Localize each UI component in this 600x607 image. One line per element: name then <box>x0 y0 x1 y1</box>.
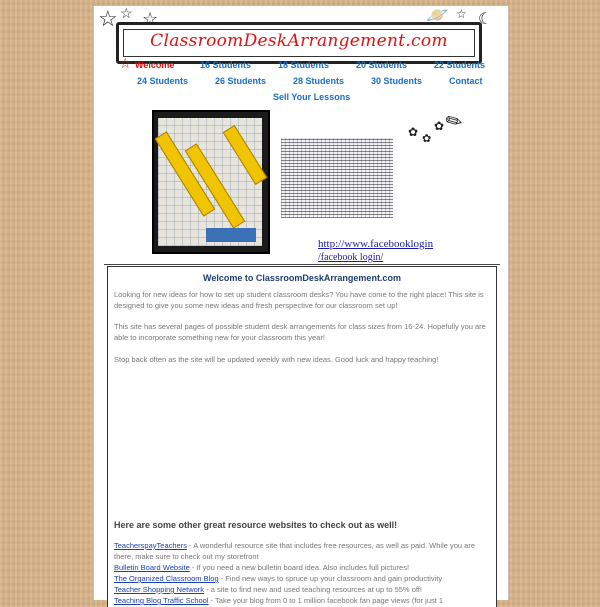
nav-sell-your-lessons[interactable]: Sell Your Lessons <box>273 92 351 102</box>
resource-item <box>114 540 494 562</box>
site-logo[interactable]: ClassroomDeskArrangement.com <box>150 31 448 51</box>
nav-18-students[interactable]: 18 Students <box>278 60 330 70</box>
header-banner <box>116 22 482 64</box>
closing-paragraph: Stop back often as the site will be updated weekly with new ideas. Good luck and happy teaching! <box>114 355 439 364</box>
resource-link-teacherspayteachers[interactable]: TeacherspayTeachers <box>114 541 187 550</box>
nav-28-students[interactable]: 28 Students <box>293 76 345 86</box>
resources-heading: Here are some other great resource websites to check out as well! <box>114 520 398 530</box>
nav-22-students[interactable]: 22 Students <box>434 60 486 70</box>
nav-24-students[interactable]: 24 Students <box>137 76 189 86</box>
desk-arrangement-photo <box>152 110 270 254</box>
facebook-graphic <box>281 138 393 218</box>
resource-item <box>114 595 494 606</box>
facebook-link-continuation[interactable]: /facebook login/ <box>318 252 384 263</box>
resource-description: - Take your blog from 0 to 1 million facebook fan page views (for just 1 <box>208 596 444 605</box>
main-content <box>107 266 497 607</box>
nav-26-students[interactable]: 26 Students <box>215 76 267 86</box>
facebook-link[interactable]: http://www.facebooklogin <box>318 238 434 250</box>
resource-link-teacher-shopping[interactable]: Teacher Shopping Network <box>114 585 205 594</box>
flower-icon: ✿ <box>434 119 445 133</box>
flower-icon: ✿ <box>408 125 419 139</box>
moon-icon: ☾ <box>478 11 493 28</box>
star-icon: ☆ <box>98 6 118 31</box>
resource-item <box>114 584 494 595</box>
resource-item <box>114 562 494 573</box>
resource-description: - a site to find new and used teaching resources at up to 55% off! <box>204 585 422 594</box>
page-container <box>93 5 509 605</box>
resource-description: - If you need a new bulletin board idea. Also includes full pictures! <box>189 563 410 572</box>
sizes-paragraph: This site has several pages of possible student desk arrangements for class sizes from 16-24. Hopefully you are able to incorporate something new for your classroom this year! <box>114 322 486 342</box>
nav-16-students[interactable]: 16 Students <box>200 60 252 70</box>
resource-link-bulletin-board[interactable]: Bulletin Board Website <box>114 563 190 572</box>
planet-icon: 🪐 <box>426 5 449 25</box>
nav-contact[interactable]: Contact <box>449 76 483 86</box>
resource-link-organized-classroom[interactable]: The Organized Classroom Blog <box>114 574 219 583</box>
resource-description: - A wonderful resource site that includes free resources, as well as paid. While you are there, make sure to check out my storefront <box>114 541 476 561</box>
resource-item <box>114 573 494 584</box>
pencil-icon: ✎ <box>441 108 468 136</box>
star-icon: ☆ <box>119 55 132 71</box>
nav-welcome[interactable]: Welcome <box>135 60 175 70</box>
nav-20-students[interactable]: 20 Students <box>356 60 408 70</box>
star-icon: ☆ <box>120 5 133 21</box>
star-icon: ☆ <box>142 9 159 29</box>
nav-30-students[interactable]: 30 Students <box>371 76 423 86</box>
intro-paragraph: Looking for new ideas for how to set up student classroom desks? You have come to the right place! This site is designed to give you some new ideas and fresh perspective for our classroom set up! <box>114 290 484 310</box>
star-icon: ☆ <box>456 7 467 21</box>
flower-icon: ✿ <box>422 133 432 145</box>
resource-link-blog-traffic[interactable]: Teaching Blog Traffic School <box>114 596 209 605</box>
page-title: Welcome to ClassroomDeskArrangement.com <box>203 273 401 283</box>
resource-description: - Find new ways to spruce up your classroom and gain productivity <box>218 574 443 583</box>
